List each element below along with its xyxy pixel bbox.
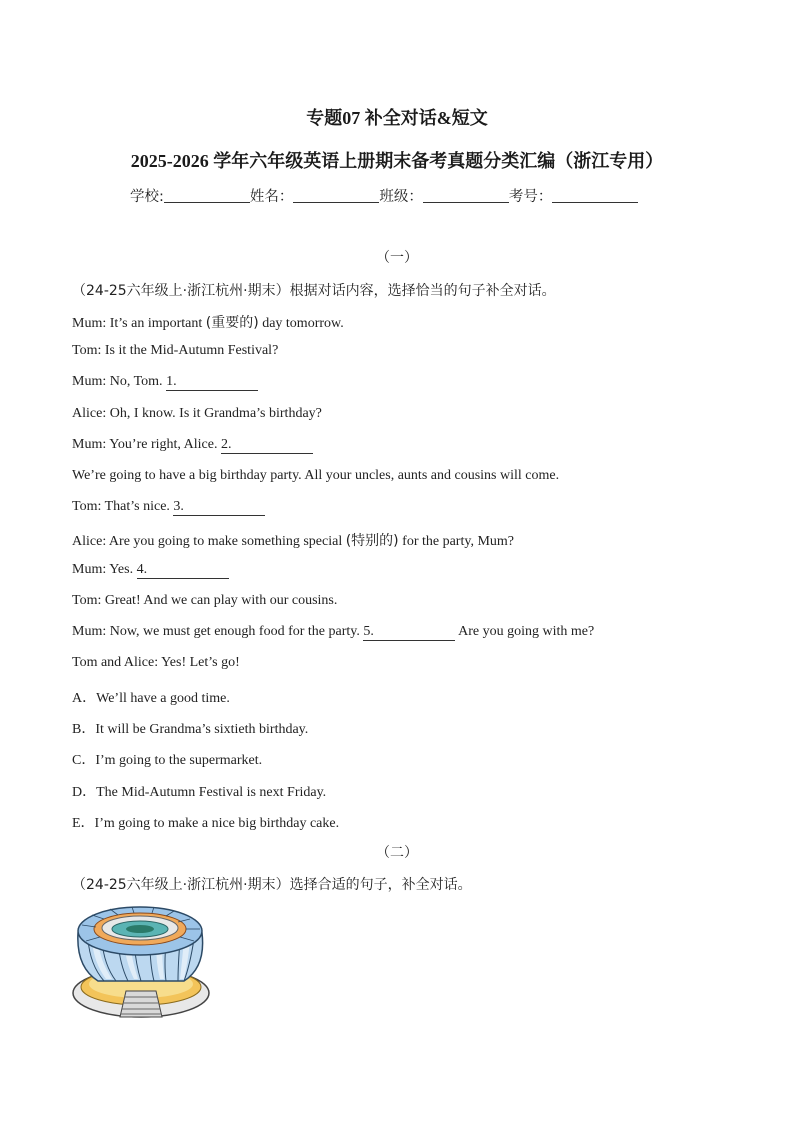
dialogue-text: Alice: Oh, I know. Is it Grandma’s birthday? xyxy=(72,405,322,421)
dialogue-text: Tom: That’s nice. xyxy=(72,499,174,515)
answer-option: B．It will be Grandma’s sixtieth birthday. xyxy=(72,722,309,738)
name-label: 姓名： xyxy=(249,189,294,205)
class-label: 班级： xyxy=(379,189,423,205)
dialogue-text: Alice: Are you going to make something special xyxy=(72,534,346,550)
dialogue-gloss: (重要的) xyxy=(205,315,259,331)
dialogue-line xyxy=(72,374,258,391)
dialogue-line xyxy=(72,468,559,484)
answer-blank[interactable]: 1. xyxy=(166,374,258,391)
answer-blank[interactable]: 5. xyxy=(363,624,455,641)
dialogue-line xyxy=(72,437,313,454)
dialogue-text: Tom: Is it the Mid-Autumn Festival? xyxy=(72,343,279,359)
student-info-line xyxy=(130,185,638,206)
dialogue-text: We’re going to have a big birthday party. All your uncles, aunts and cousins will come. xyxy=(72,468,560,483)
dialogue-text: Tom and Alice: Yes! Let’s go! xyxy=(72,655,240,671)
answer-blank[interactable]: 4. xyxy=(137,562,229,579)
dialogue-line xyxy=(72,593,337,609)
dialogue-text: Tom: Great! And we can play with our cousins. xyxy=(72,592,338,608)
worksheet-title: 专题07 补全对话&短文 xyxy=(306,108,488,128)
dialogue-text: Mum: You’re right, Alice. xyxy=(72,436,221,452)
dialogue-text: Mum: No, Tom. xyxy=(72,374,167,390)
dialogue-gloss: (特别的) xyxy=(345,533,399,550)
dialogue-text-end: day tomorrow. xyxy=(258,316,344,331)
answer-option: E．I’m going to make a nice big birthday cake. xyxy=(72,815,340,831)
section-2-source: （24-25六年级上·浙江杭州·期末）选择合适的句子，补全对话。 xyxy=(72,877,472,893)
dialogue-line xyxy=(72,343,278,359)
section-1-heading: （一） xyxy=(376,250,418,266)
answer-option: D．The Mid-Autumn Festival is next Friday. xyxy=(72,784,327,800)
answer-option: A．We’ll have a good time. xyxy=(72,691,230,706)
answer-blank[interactable]: 3. xyxy=(173,499,265,516)
class-blank[interactable] xyxy=(423,188,509,203)
dialogue-line xyxy=(72,406,322,422)
section-2-heading: （二） xyxy=(376,845,418,861)
worksheet-subtitle: 2025-2026 学年六年级英语上册期末备考真题分类汇编（浙江专用） xyxy=(130,151,664,171)
dialogue-line xyxy=(72,530,514,550)
dialogue-line xyxy=(72,624,594,641)
dialogue-text-end: Are you going with me? xyxy=(455,624,595,639)
dialogue-line xyxy=(72,655,240,671)
dialogue-text-end: for the party, Mum? xyxy=(398,534,514,550)
answer-blank[interactable]: 2. xyxy=(221,437,313,454)
school-blank[interactable] xyxy=(164,188,250,203)
dialogue-text: Mum: It’s an important xyxy=(72,316,206,331)
answer-option: C．I’m going to the supermarket. xyxy=(72,753,263,769)
dialogue-text: Mum: Now, we must get enough food for the party. xyxy=(72,624,364,639)
name-blank[interactable] xyxy=(293,188,379,203)
dialogue-line xyxy=(72,562,229,579)
exam-no-blank[interactable] xyxy=(552,188,638,203)
dialogue-text: Mum: Yes. xyxy=(72,561,137,577)
section-1-source: （24-25六年级上·浙江杭州·期末）根据对话内容，选择恰当的句子补全对话。 xyxy=(72,283,556,299)
school-label: 学校: xyxy=(130,189,164,205)
exam-no-label: 考号： xyxy=(508,189,553,205)
dialogue-line xyxy=(72,312,344,332)
stadium-illustration-icon xyxy=(70,895,212,1021)
dialogue-line xyxy=(72,499,265,516)
